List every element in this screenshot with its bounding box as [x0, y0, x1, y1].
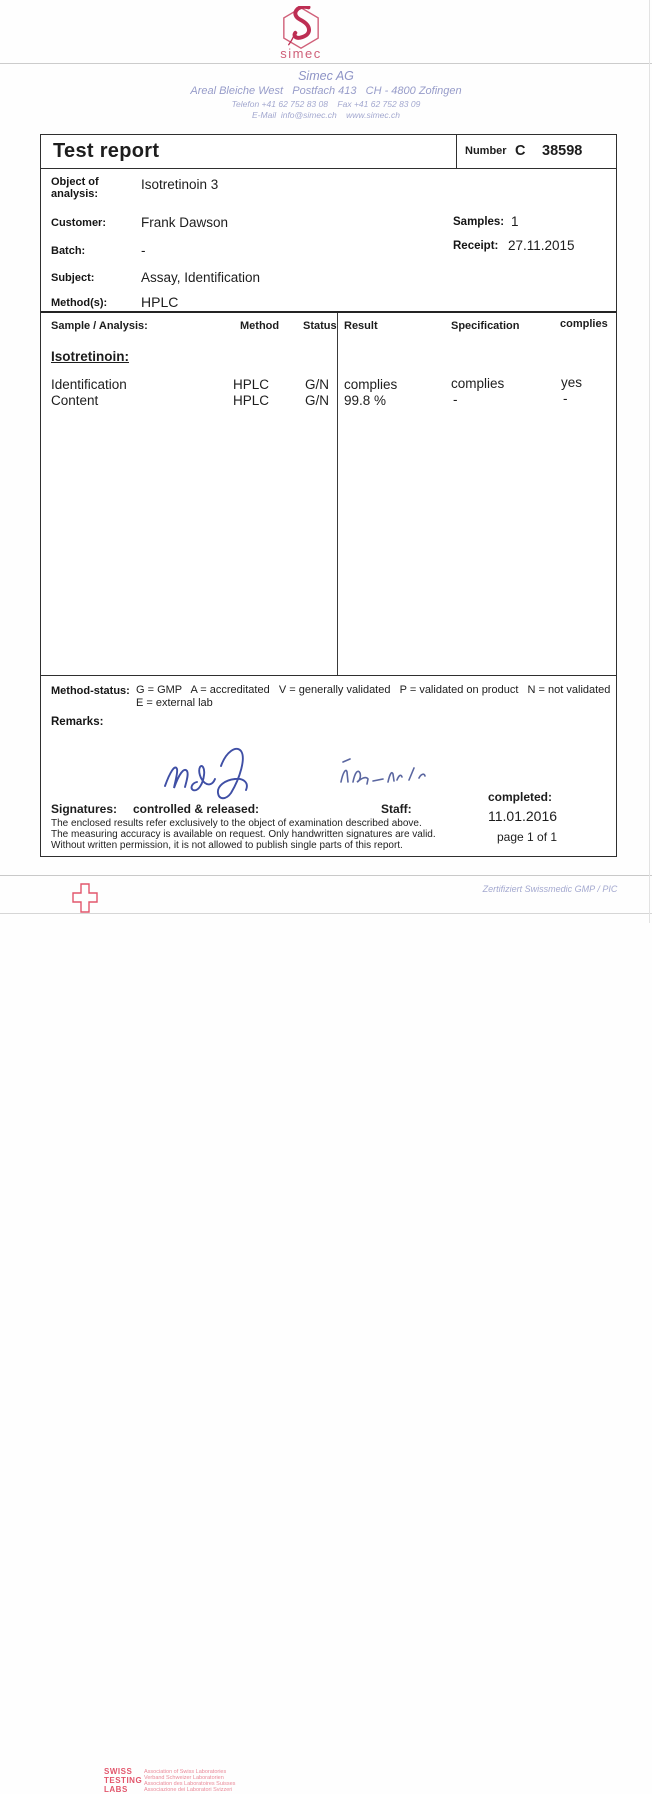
col-header-specification: Specification [451, 320, 520, 332]
disclaimer-line3: Without written permission, it is not allowed to publish single parts of this report. [51, 840, 403, 851]
method-value: HPLC [233, 393, 270, 408]
remarks-label: Remarks: [51, 716, 104, 728]
customer-value: Frank Dawson [141, 215, 229, 230]
methods-label: Method(s): [51, 297, 108, 309]
signature-controlled-icon [159, 742, 264, 807]
object-of-analysis-label: Object of analysis: [51, 176, 99, 200]
complies-value: - [563, 391, 568, 406]
customer-label: Customer: [51, 217, 107, 229]
samples-value: 1 [511, 214, 519, 229]
number-value: 38598 [542, 143, 583, 159]
association-lines: Association of Swiss Laboratories Verband Schweizer Laboratorien Association des Laboratoires Suisses Associazione dei Laboratori Svizzeri [144, 1769, 236, 1793]
company-address: Areal Bleiche West Postfach 413 CH - 4800 Zofingen [190, 85, 462, 97]
batch-label: Batch: [51, 245, 86, 257]
subject-value: Assay, Identification [141, 270, 261, 285]
method-status-legend-line1: G = GMP A = accreditated V = generally validated P = validated on product N = not validated [136, 684, 611, 696]
subject-label: Subject: [51, 272, 95, 284]
col-header-complies: complies [560, 318, 608, 330]
table-column-divider [337, 313, 338, 675]
company-phone-fax: Telefon +41 62 752 83 08 Fax +41 62 752 83 09 [231, 99, 421, 109]
staff-label: Staff: [381, 802, 412, 816]
page-title: Test report [53, 140, 160, 162]
info-section [41, 169, 616, 313]
company-name: Simec AG [298, 69, 354, 83]
completed-date: 11.01.2016 [488, 808, 558, 824]
scan-bottom-edge [0, 913, 652, 914]
simec-logo-wordmark: simec [280, 46, 322, 61]
company-email-web: E-Mail info@simec.ch www.simec.ch [252, 110, 400, 120]
disclaimer-line1: The enclosed results refer exclusively to the object of examination described above. [51, 818, 422, 829]
status-value: G/N [305, 377, 330, 392]
certification-note: Zertifiziert Swissmedic GMP / PIC [482, 884, 618, 894]
swiss-testing-labs-wordmark: SWISS TESTING LABS [104, 1767, 143, 1794]
scan-right-edge [649, 0, 650, 923]
method-status-legend-line2: E = external lab [136, 697, 213, 709]
signatures-label: Signatures: [51, 802, 118, 816]
footer-divider [0, 875, 652, 876]
simec-logo-icon [272, 6, 330, 50]
sample-group-heading: Isotretinoin: [51, 349, 129, 364]
batch-value: - [141, 243, 146, 258]
results-table [41, 313, 616, 676]
spec-value: - [453, 392, 458, 407]
signoff-section [41, 676, 616, 854]
report-frame [40, 134, 617, 857]
disclaimer-line2: The measuring accuracy is available on request. Only handwritten signatures are valid. [51, 829, 436, 840]
page-indicator: page 1 of 1 [497, 830, 558, 844]
status-value: G/N [305, 393, 330, 408]
receipt-label: Receipt: [453, 240, 499, 252]
letterhead-divider [0, 63, 652, 64]
swiss-testing-labs-logo [36, 882, 336, 1794]
col-header-status: Status [303, 320, 337, 332]
number-label: Number [465, 145, 507, 157]
complies-value: yes [561, 375, 583, 390]
object-of-analysis-value: Isotretinoin 3 [141, 177, 219, 192]
method-status-label: Method-status: [51, 685, 130, 697]
report-number-cell [456, 135, 616, 168]
signature-staff-icon [333, 754, 433, 795]
analysis-name: Identification [51, 377, 127, 392]
report-title-row [41, 135, 616, 169]
methods-value: HPLC [141, 294, 179, 310]
result-value: complies [344, 377, 398, 392]
result-value: 99.8 % [344, 393, 387, 408]
method-value: HPLC [233, 377, 270, 392]
swiss-cross-icon [72, 883, 98, 913]
col-header-sample: Sample / Analysis: [51, 320, 148, 332]
number-prefix: C [515, 143, 526, 159]
completed-label: completed: [488, 790, 553, 804]
spec-value: complies [451, 376, 505, 391]
controlled-released-label: controlled & released: [133, 802, 260, 816]
col-header-method: Method [240, 320, 280, 332]
analysis-name: Content [51, 393, 99, 408]
samples-label: Samples: [453, 216, 505, 228]
col-header-result: Result [344, 320, 378, 332]
receipt-value: 27.11.2015 [508, 238, 575, 253]
